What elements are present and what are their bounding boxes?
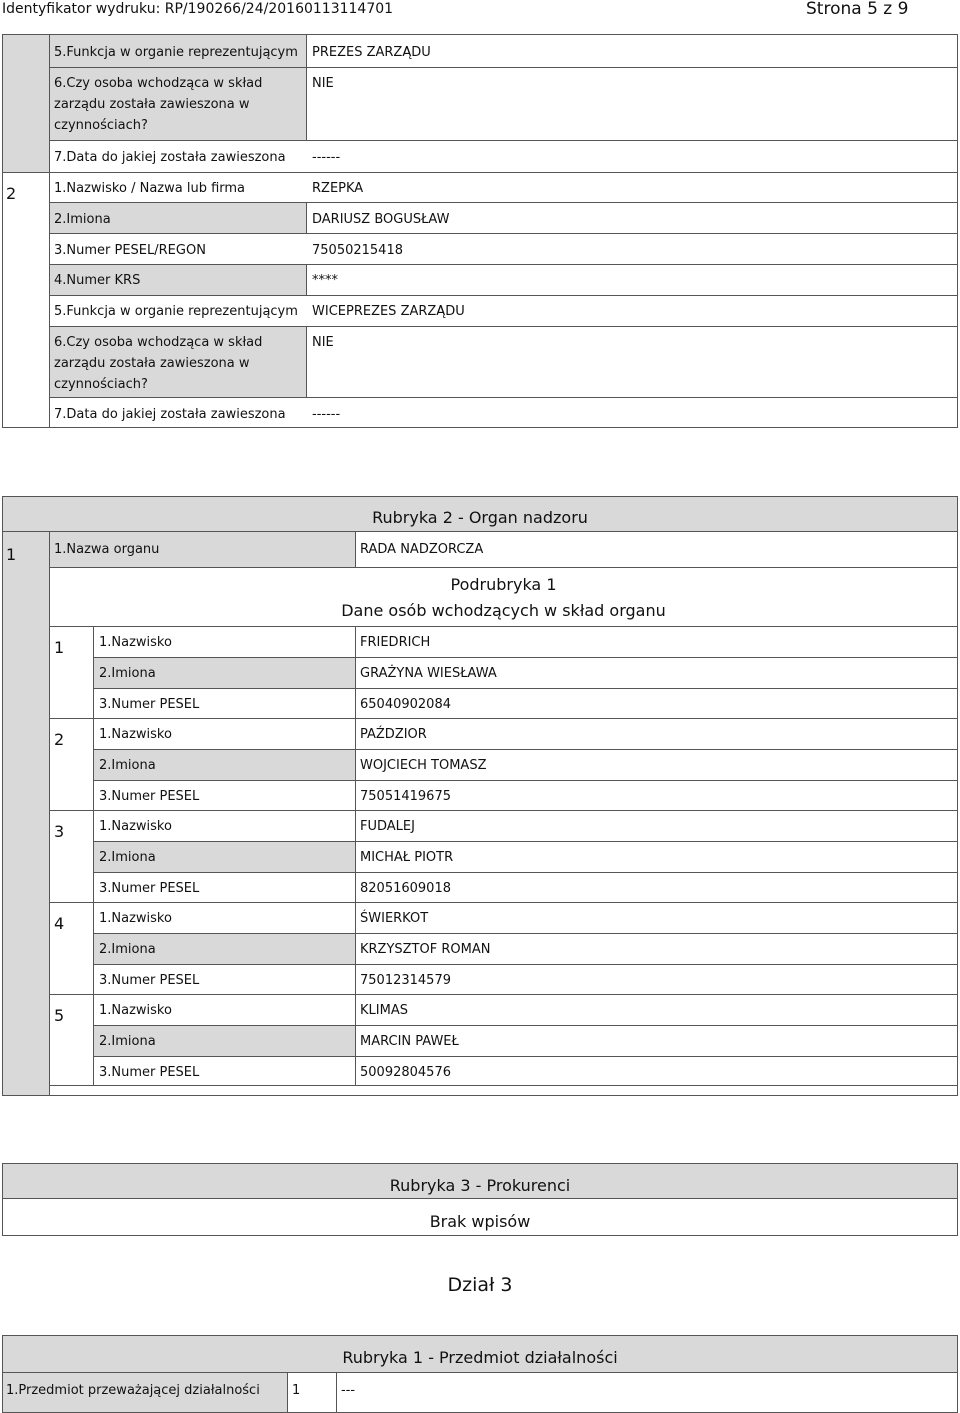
rubric3-value: Brak wpisów <box>429 1212 531 1231</box>
member-surname-row <box>93 902 958 934</box>
member-names-label: 2.Imiona <box>99 1034 156 1049</box>
m2-date-label: 7.Data do jakiej została zawieszona <box>54 407 286 422</box>
rubric1-d3-label: 1.Przedmiot przeważającej działalności <box>6 1383 260 1398</box>
member-pesel-value: 50092804576 <box>360 1065 451 1080</box>
member-surname-divider <box>355 718 356 750</box>
m2-function-label: 5.Funkcja w organie reprezentującym <box>54 304 298 319</box>
m2-function-value: WICEPREZES ZARZĄDU <box>312 304 465 319</box>
member-surname-divider <box>355 902 356 934</box>
m1-suspended-value: NIE <box>312 76 334 91</box>
member-surname-label: 1.Nazwisko <box>99 635 172 650</box>
member-surname-row <box>93 718 958 750</box>
page-number: Strona 5 z 9 <box>806 0 909 19</box>
member-surname-row <box>93 810 958 842</box>
rubric2-left-column <box>2 531 50 1096</box>
member-pesel-value: 65040902084 <box>360 697 451 712</box>
member-surname-value: ŚWIERKOT <box>360 911 429 926</box>
m2-index: 2 <box>6 184 17 203</box>
member-pesel-label: 3.Numer PESEL <box>99 697 200 712</box>
member-surname-divider <box>355 626 356 658</box>
member-names-label: 2.Imiona <box>99 666 156 681</box>
m2-index-cell <box>2 172 50 428</box>
section3-title: Dział 3 <box>447 1274 513 1296</box>
m2-firstnames-value: DARIUSZ BOGUSŁAW <box>312 212 450 227</box>
m2-krs-label: 4.Numer KRS <box>54 273 141 288</box>
rubric1-d3-index: 1 <box>292 1383 301 1398</box>
m2-firstnames-label: 2.Imiona <box>54 212 111 227</box>
rubric3-title: Rubryka 3 - Prokurenci <box>389 1176 571 1195</box>
member-pesel-divider <box>355 688 356 719</box>
subrubric1-title: Podrubryka 1 <box>450 575 557 594</box>
member-names-value: MARCIN PAWEŁ <box>360 1034 459 1049</box>
m2-pesel-value: 75050215418 <box>312 243 403 258</box>
m2-krs-value-cell <box>306 264 958 296</box>
m2-krs-value: **** <box>312 273 338 288</box>
member-names-value: MICHAŁ PIOTR <box>360 850 454 865</box>
rubric1-d3-value: --- <box>341 1383 356 1398</box>
member-pesel-label: 3.Numer PESEL <box>99 973 200 988</box>
member-pesel-label: 3.Numer PESEL <box>99 881 200 896</box>
subrubric1-subtitle: Dane osób wchodzących w skład organu <box>341 601 666 620</box>
member-surname-label: 1.Nazwisko <box>99 911 172 926</box>
rubric1-d3-value-cell <box>336 1372 958 1413</box>
member-index: 5 <box>54 1006 65 1025</box>
member-surname-label: 1.Nazwisko <box>99 819 172 834</box>
member-pesel-row <box>93 780 958 811</box>
m1-date-label: 7.Data do jakiej została zawieszona <box>54 150 286 165</box>
m2-suspended-value: NIE <box>312 335 334 350</box>
member-names-label: 2.Imiona <box>99 942 156 957</box>
rubric2-organ-label: 1.Nazwa organu <box>54 542 160 557</box>
member-pesel-divider <box>355 872 356 903</box>
member-surname-value: FUDALEJ <box>360 819 415 834</box>
m1-suspended-value-cell <box>306 67 958 141</box>
member-names-value: WOJCIECH TOMASZ <box>360 758 487 773</box>
member-surname-divider <box>355 994 356 1026</box>
rubric2-bottom-strip <box>49 1085 958 1096</box>
member-pesel-divider <box>355 964 356 995</box>
member-pesel-divider <box>355 1056 356 1087</box>
member-surname-value: PAŹDZIOR <box>360 727 427 742</box>
m2-suspended-value-cell <box>306 326 958 398</box>
member-pesel-value: 75051419675 <box>360 789 451 804</box>
member-pesel-row <box>93 872 958 903</box>
member-index: 1 <box>54 638 65 657</box>
member-names-label: 2.Imiona <box>99 850 156 865</box>
m1-function-value: PREZES ZARZĄDU <box>312 45 431 60</box>
m2-date-value: ------ <box>312 407 341 422</box>
member-surname-row <box>93 994 958 1026</box>
rubric2-organ-value: RADA NADZORCZA <box>360 542 484 557</box>
member-pesel-value: 75012314579 <box>360 973 451 988</box>
m1-suspended-label: 6.Czy osoba wchodząca w skład zarządu została zawieszona w czynnościach? <box>54 76 263 133</box>
m2-suspended-label: 6.Czy osoba wchodząca w skład zarządu została zawieszona w czynnościach? <box>54 335 263 392</box>
member-pesel-row <box>93 688 958 719</box>
member-pesel-divider <box>355 780 356 811</box>
left-index-column-top <box>2 34 50 173</box>
member-surname-value: FRIEDRICH <box>360 635 431 650</box>
m2-name-value: RZEPKA <box>312 181 364 196</box>
member-surname-label: 1.Nazwisko <box>99 727 172 742</box>
member-pesel-value: 82051609018 <box>360 881 451 896</box>
rubric1-d3-title: Rubryka 1 - Przedmiot działalności <box>342 1348 618 1367</box>
member-names-label: 2.Imiona <box>99 758 156 773</box>
member-surname-divider <box>355 810 356 842</box>
member-pesel-label: 3.Numer PESEL <box>99 789 200 804</box>
member-names-value: KRZYSZTOF ROMAN <box>360 942 491 957</box>
member-index: 4 <box>54 914 65 933</box>
member-index: 3 <box>54 822 65 841</box>
member-surname-value: KLIMAS <box>360 1003 408 1018</box>
m2-pesel-label: 3.Numer PESEL/REGON <box>54 243 206 258</box>
print-identifier: Identyfikator wydruku: RP/190266/24/20160113114701 <box>2 1 394 17</box>
member-index: 2 <box>54 730 65 749</box>
member-pesel-label: 3.Numer PESEL <box>99 1065 200 1080</box>
m1-function-label: 5.Funkcja w organie reprezentującym <box>54 45 298 60</box>
rubric2-index: 1 <box>6 545 17 564</box>
member-names-value: GRAŻYNA WIESŁAWA <box>360 666 497 681</box>
member-pesel-row <box>93 964 958 995</box>
member-surname-row <box>93 626 958 658</box>
member-surname-label: 1.Nazwisko <box>99 1003 172 1018</box>
m1-date-value: ------ <box>312 150 341 165</box>
member-pesel-row <box>93 1056 958 1087</box>
m2-name-label: 1.Nazwisko / Nazwa lub firma <box>54 181 246 196</box>
rubric2-title: Rubryka 2 - Organ nadzoru <box>372 508 588 527</box>
